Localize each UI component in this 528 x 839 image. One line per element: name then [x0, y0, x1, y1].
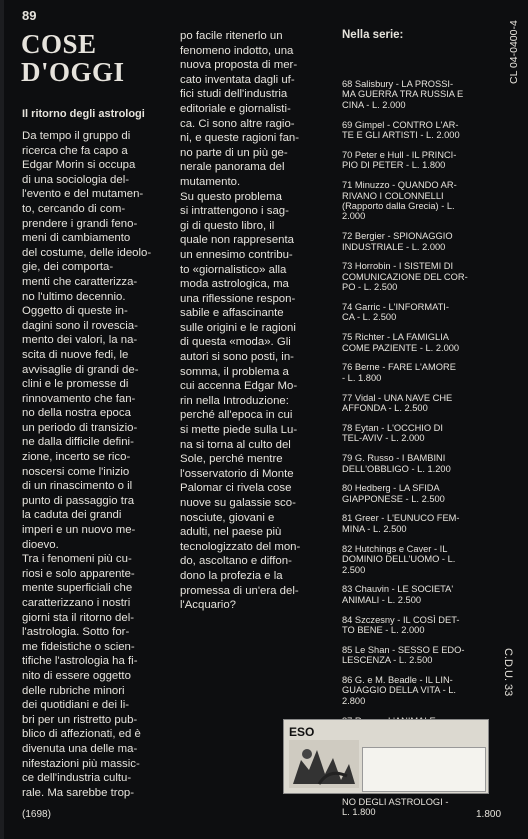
series-entry-line: GIAPPONESE - L. 2.500: [342, 493, 445, 504]
series-entry-line: [342, 141, 468, 150]
series-entry-line: 82 Hutchings e Caver - IL: [342, 543, 448, 554]
series-entry-line: 2.000: [342, 211, 366, 222]
cover-edge: [0, 0, 4, 839]
blurb-line: gie, dei comporta-: [22, 261, 114, 274]
blurb-line: autori si sono posti, in-: [180, 351, 294, 364]
series-entry-line: 70 Peter e Hull - IL PRINCI-: [342, 149, 457, 160]
series-entry-line: PIO DI PETER - L. 1.800: [342, 160, 446, 171]
series-entry-line: [342, 504, 468, 513]
blurb-line: un periodo di transizio-: [22, 421, 138, 434]
blurb-line: di una sociologia del-: [22, 173, 130, 186]
blurb-line: di questa «moda». Gli: [180, 336, 291, 349]
blurb-line: do, ascoltano e diffon-: [180, 555, 292, 568]
collection-title-line2: D'OGGI: [21, 57, 125, 87]
blurb-line: editoriale e giornalisti-: [180, 102, 291, 115]
blurb-line: una riflessione respon-: [180, 292, 296, 305]
book-title: Il ritorno degli astrologi: [22, 108, 145, 120]
blurb-line: moda astrologica, ma: [180, 278, 289, 291]
blurb-line: divenuta una delle ma-: [22, 742, 138, 755]
blurb-line: un ennesimo contribu-: [180, 248, 293, 261]
blurb-line: clini e le promesse di: [22, 378, 129, 391]
series-entry-line: 79 G. Russo - I BAMBINI: [342, 453, 446, 464]
blurb-line: nuove su galassie sco-: [180, 497, 296, 509]
series-entry-line: - L. 1.800: [342, 372, 382, 383]
series-entry-line: [342, 706, 468, 715]
blurb-line: l'osservatorio di Monte: [180, 467, 294, 480]
blurb-line: zione, incerto se rico-: [22, 451, 131, 464]
series-entry-line: COME PAZIENTE - L. 2.000: [342, 342, 460, 353]
series-entry-line: NO DEGLI ASTROLOGI -: [342, 796, 449, 807]
blurb-line: avvisaglie di grandi de-: [22, 363, 139, 376]
blurb-line: l'evento e del mutamen-: [22, 188, 144, 201]
cdu-code: [497, 646, 519, 746]
series-entry-line: [342, 575, 468, 584]
blurb-line: to, cercando di com-: [22, 202, 126, 215]
series-entry-line: LESCENZA - L. 2.500: [342, 655, 433, 666]
series-entry-line: [342, 110, 468, 119]
series-entry-line: AFFONDA - L. 2.500: [342, 403, 428, 414]
series-entry-line: MINA - L. 2.500: [342, 523, 407, 534]
series-entry-line: 83 Chauvin - LE SOCIETA': [342, 584, 454, 595]
series-entry-line: 85 Le Shan - SESSO E EDO-: [342, 644, 465, 655]
blurb-line: perché all'epoca in cui: [180, 409, 293, 422]
series-entry-line: 84 Szczesny - IL COSÌ DET-: [342, 614, 460, 625]
blurb-line: rale. Ma sarebbe trop-: [22, 786, 135, 799]
series-entry-line: 77 Vidal - UNA NAVE CHE: [342, 392, 453, 403]
collection-title-line1: COSE: [21, 29, 97, 59]
series-entry-line: (Rapporto dalla Grecia) - L.: [342, 200, 455, 211]
blurb-line: nerale panorama del: [180, 161, 285, 174]
blurb-line: adulti, nel paese più: [180, 526, 282, 539]
blurb-line: nosciute, giovani e: [180, 511, 275, 524]
series-entry-line: [342, 252, 468, 261]
blurb-line: si intrattengono i sag-: [180, 205, 289, 218]
blurb-line: la caduta dei grandi: [22, 509, 122, 522]
series-entry-line: RIVANO I COLONNELLI: [342, 190, 444, 201]
blurb-line: Palomar ci rivela cose: [180, 482, 292, 495]
blurb-line: dono la profezia e la: [180, 569, 283, 582]
blurb-line: to «giornalistico» alla: [180, 263, 287, 276]
blurb-line: punto di passaggio tra: [22, 494, 135, 507]
series-entry-line: [342, 444, 468, 453]
series-entry-line: TE E GLI ARTISTI - L. 2.000: [342, 130, 460, 141]
blurb-line: bri per un ristretto pub-: [22, 713, 138, 726]
blurb-line: delle rubriche minori: [22, 684, 125, 697]
sticker-illustration: [289, 740, 359, 788]
blurb-line: Tra i fenomeni più cu-: [22, 553, 132, 566]
blurb-line: ne dalla difficile defini-: [22, 436, 134, 449]
series-entry-line: 80 Hedberg - LA SFIDA: [342, 483, 440, 494]
blurb-line: noscersi come l'inizio: [22, 465, 130, 478]
catalog-code: [504, 6, 522, 86]
blurb-line: mente superficiali che: [22, 582, 133, 595]
price: 1.800: [476, 809, 502, 820]
blurb-line: tecnologizzato del mon-: [180, 540, 301, 553]
series-entry-line: PO - L. 2.500: [342, 282, 398, 293]
blurb-line: Su questo problema: [180, 190, 282, 203]
sticker-blank-area: [362, 747, 486, 792]
blurb-line: del costume, delle ideolo-: [22, 246, 152, 259]
blurb-line: riosi e solo apparente-: [22, 567, 135, 580]
series-entry-line: [342, 666, 468, 675]
footer-code: (1698): [22, 809, 51, 820]
catalog-code-text: CL 04-0400-4: [508, 20, 520, 84]
series-entry-line: 72 Bergier - SPIONAGGIO: [342, 231, 453, 242]
series-entry-line: CA - L. 2.500: [342, 312, 397, 323]
blurb-line: dioevo.: [22, 538, 59, 551]
blurb-line: Da tempo il gruppo di: [22, 130, 131, 142]
series-entry-line: COMUNICAZIONE DEL COR-: [342, 271, 468, 282]
blurb-line: sulle origini e le ragioni: [180, 321, 296, 334]
series-entry-line: CINA - L. 2.000: [342, 99, 406, 110]
blurb-line: quale non rappresenta: [180, 234, 294, 247]
blurb-line: po facile ritenerlo un: [180, 30, 283, 42]
blurb-line: meni di cambiamento: [22, 232, 131, 245]
blurb-line: menti che caratterizza-: [22, 275, 138, 288]
series-entry-line: TO BENE - L. 2.000: [342, 624, 425, 635]
series-entry-line: 68 Salisbury - LA PROSSI-: [342, 79, 454, 89]
blurb-line: giorni sta il ritorno del-: [22, 611, 135, 624]
blurb-line: scita di nuove fedi, le: [22, 348, 129, 361]
blurb-line: l'astrologia. Sotto for-: [22, 626, 130, 639]
blurb-line: imperi e un nuovo me-: [22, 524, 136, 537]
blurb-line: sabile e affascinante: [180, 307, 284, 320]
series-entry-line: [342, 474, 468, 483]
series-entry-line: [342, 171, 468, 180]
blurb-line: dei quotidiani e dei li-: [22, 699, 130, 712]
series-entry-line: [342, 222, 468, 231]
blurb-line: ni, e queste ragioni fan-: [180, 132, 300, 145]
series-entry-line: 2.800: [342, 695, 366, 706]
series-entry-line: L. 1.800: [342, 807, 376, 818]
series-entry-line: DELL'OBBLIGO - L. 1.200: [342, 463, 451, 474]
series-entry-line: [342, 383, 468, 392]
blurb-line: di un rinascimento o il: [22, 480, 133, 493]
blurb-line: Sole, perché mentre: [180, 453, 283, 466]
series-entry-line: 71 Minuzzo - QUANDO AR-: [342, 180, 457, 191]
series-entry-line: DOMINIO DELL'UOMO - L.: [342, 554, 456, 565]
blurb-line: nuova proposta di mer-: [180, 59, 298, 72]
series-entry-line: [342, 534, 468, 543]
blurb-line: l'Acquario?: [180, 599, 236, 612]
series-entry-line: 76 Berne - FARE L'AMORE: [342, 362, 456, 373]
blurb-line: me fideistiche o scien-: [22, 640, 135, 653]
series-entry-line: [342, 293, 468, 302]
blurb-line: dagini sono il rovescia-: [22, 319, 138, 332]
collection-title: [21, 30, 125, 86]
blurb-line: fici studi dell'industria: [180, 88, 288, 101]
series-entry-line: ANIMALI - L. 2.500: [342, 594, 422, 605]
blurb-line: cui accenna Edgar Mo-: [180, 380, 298, 393]
blurb-line: si mette piede sulla Lu-: [180, 424, 298, 437]
series-entry-line: 69 Gimpel - CONTRO L'AR-: [342, 119, 459, 130]
blurb-line: prendere i grandi feno-: [22, 217, 138, 230]
series-entry-line: 78 Eytan - L'OCCHIO DI: [342, 422, 443, 433]
blurb-column-1: [22, 129, 151, 800]
blurb-line: ce dell'industria cultu-: [22, 772, 132, 785]
cdu-code-text: C.D.U. 33: [502, 648, 514, 697]
blurb-line: mento dei valori, la na-: [22, 334, 138, 347]
blurb-column-2: [180, 29, 300, 613]
blurb-line: nifestazioni più massic-: [22, 757, 140, 770]
blurb-line: gi di questo libro, il: [180, 219, 275, 232]
blurb-line: caratterizzano i nostri: [22, 597, 131, 609]
series-entry-line: [342, 323, 468, 332]
blurb-line: no l'ultimo decennio.: [22, 290, 126, 303]
series-entry-line: 75 Richter - LA FAMIGLIA: [342, 332, 449, 343]
series-number: 89: [22, 8, 37, 23]
blurb-line: na si torna al culto del: [180, 438, 291, 451]
blurb-line: blico di affezionati, ed è: [22, 728, 141, 741]
blurb-line: Oggetto di queste in-: [22, 305, 128, 318]
blurb-line: no parte di un più ge-: [180, 146, 288, 159]
blurb-line: ca. Ci sono altre ragio-: [180, 117, 295, 130]
series-list: [342, 79, 468, 818]
blurb-line: fenomeno indotto, una: [180, 44, 294, 57]
series-entry-line: [342, 605, 468, 614]
series-heading: Nella serie:: [342, 29, 404, 41]
series-entry-line: [342, 635, 468, 644]
blurb-line: promessa di un'era del-: [180, 584, 299, 597]
blurb-line: rin nella Introduzione:: [180, 394, 289, 407]
blurb-line: tifiche l'astrologia ha fi-: [22, 655, 138, 668]
blurb-line: somma, il problema a: [180, 365, 289, 378]
series-entry-line: MA GUERRA TRA RUSSIA E: [342, 89, 464, 100]
series-entry-line: 74 Garric - L'INFORMATI-: [342, 302, 449, 313]
sticker-label: ESO: [289, 725, 315, 739]
series-entry-line: 2.500: [342, 564, 366, 575]
series-entry-line: TEL-AVIV - L. 2.000: [342, 433, 425, 444]
series-entry-line: 81 Greer - L'EUNUCO FEM-: [342, 513, 460, 524]
blurb-line: no della nostra epoca: [22, 407, 131, 420]
series-entry-line: 73 Horrobin - I SISTEMI DI: [342, 261, 454, 272]
blurb-line: ricerca che fa capo a: [22, 144, 128, 157]
blurb-line: rinnovamento che fan-: [22, 392, 136, 405]
blurb-line: nito di essere oggetto: [22, 669, 131, 682]
blurb-line: Edgar Morin si occupa: [22, 159, 136, 172]
blurb-line: cato inventata dagli uf-: [180, 73, 295, 86]
series-entry-line: [342, 414, 468, 423]
series-entry-line: 86 G. e M. Beadle - IL LIN-: [342, 674, 453, 685]
series-entry-line: GUAGGIO DELLA VITA - L.: [342, 685, 457, 696]
blurb-line: mutamento.: [180, 175, 241, 188]
series-entry-line: [342, 353, 468, 362]
series-entry-line: INDUSTRIALE - L. 2.000: [342, 241, 446, 252]
